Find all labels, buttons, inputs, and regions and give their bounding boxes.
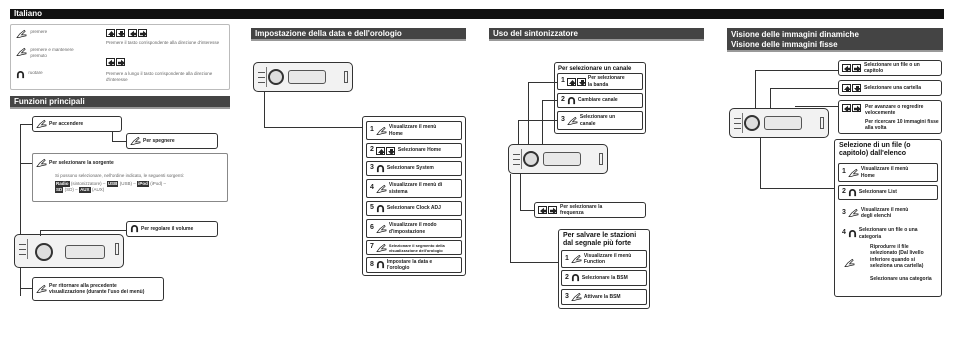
source-box: Per selezionare la sorgente Si possono selezionare, nell'ordine indicato, le seguenti sorgenti: Radio (sintonizzatore) – USB (USB) – iPod (iPod) – SD (SD) – AUX (AUX) bbox=[32, 153, 228, 202]
up-arrow-icon bbox=[376, 147, 385, 155]
legend-desc-1: Premere il tasto corrispondente alla direzione d'interesse bbox=[106, 40, 220, 45]
clock-step-6: 6 Visualizzare il modo d'impostazione bbox=[366, 219, 462, 238]
channel-box: Per selezionare un canale bbox=[554, 62, 646, 134]
down-arrow-icon bbox=[116, 29, 125, 37]
rotate-knob-icon bbox=[16, 71, 25, 79]
source-tag: USB bbox=[107, 181, 118, 186]
left-arrow-icon bbox=[538, 206, 547, 214]
save-step-1: 1 Visualizzare il menù Function bbox=[561, 250, 647, 268]
press-hold-hand-icon bbox=[130, 136, 141, 146]
press-hold-hand-icon bbox=[16, 47, 27, 57]
car-stereo-unit bbox=[253, 62, 353, 92]
source-tag: Radio bbox=[56, 181, 69, 186]
up-arrow-icon bbox=[842, 84, 851, 92]
press-hand-icon bbox=[36, 119, 47, 129]
right-arrow-icon bbox=[548, 206, 557, 214]
rotate-knob-icon bbox=[376, 261, 385, 269]
off-box: Per spegnere bbox=[126, 133, 218, 149]
channel-step-2: 2 Cambiare canale bbox=[557, 93, 643, 108]
source-list: Radio (sintonizzatore) – USB (USB) – iPod (iPod) – SD (SD) – AUX (AUX) bbox=[56, 181, 167, 193]
car-stereo-unit bbox=[729, 108, 829, 138]
list-step-1: 1 Visualizzare il menù Home bbox=[838, 163, 938, 182]
press-hand-icon bbox=[16, 29, 27, 39]
rotate-knob-icon bbox=[848, 230, 857, 238]
car-stereo-unit bbox=[14, 234, 124, 268]
legend-arrows-2 bbox=[106, 58, 126, 66]
clock-step-1: 1 Visualizzare il menù Home bbox=[366, 121, 462, 140]
channel-step-1: 1 Per selezionare la banda bbox=[557, 73, 643, 90]
freq-box: Per selezionare la frequenza bbox=[534, 202, 646, 218]
list-play: Riprodurre il file selezionato (Dal livello inferiore quando si seleziona una cartella) bbox=[840, 244, 938, 269]
rotate-knob-icon bbox=[130, 225, 139, 233]
source-tag: AUX bbox=[80, 187, 90, 193]
press-hand-icon bbox=[36, 158, 47, 168]
press-hand-icon bbox=[848, 208, 859, 218]
press-hand-icon bbox=[376, 184, 387, 194]
on-box: Per accendere bbox=[32, 116, 122, 132]
back-box: Per ritornare alla precedente visualizzazione (durante l'uso dei menù) bbox=[32, 277, 164, 301]
select-file-box: Selezionare un file o un capitolo bbox=[838, 60, 942, 76]
legend-arrows-1 bbox=[106, 29, 148, 37]
legend-rotate: ruotare bbox=[16, 71, 43, 79]
car-stereo-unit bbox=[508, 144, 608, 174]
list-step-2: 2 Selezionare List bbox=[838, 185, 938, 200]
images-heading: Visione delle immagini dinamiche Visione delle immagini fisse bbox=[727, 28, 943, 52]
rotate-knob-icon bbox=[571, 274, 580, 282]
select-folder-box: Selezionare una cartella bbox=[838, 80, 942, 96]
left-arrow-hold-icon bbox=[106, 58, 115, 66]
press-hand-icon bbox=[567, 116, 578, 126]
list-box: Selezione di un file (o capitolo) dall'elenco bbox=[834, 139, 942, 297]
up-arrow-icon bbox=[106, 29, 115, 37]
source-tag: SD bbox=[56, 187, 63, 193]
save-step-2: 2 Selezionare la BSM bbox=[561, 270, 647, 286]
list-cat: Selezionare una categoria bbox=[870, 276, 932, 282]
down-arrow-icon bbox=[852, 84, 861, 92]
rotate-knob-icon bbox=[376, 205, 385, 213]
left-arrow-hold-icon bbox=[842, 104, 851, 112]
press-hand-icon bbox=[844, 258, 855, 268]
right-arrow-hold-icon bbox=[852, 104, 861, 112]
legend-press: premere bbox=[16, 29, 47, 39]
save-step-3: 3 Attivare la BSM bbox=[561, 289, 647, 305]
up-arrow-icon bbox=[567, 78, 576, 86]
tuner-heading: Uso del sintonizzatore bbox=[489, 28, 704, 41]
rotate-knob-icon bbox=[376, 165, 385, 173]
legend-box bbox=[10, 24, 230, 90]
list-step-3: 3 Visualizzare il menù degli elenchi bbox=[838, 203, 938, 223]
press-hand-icon bbox=[376, 243, 387, 253]
press-hand-icon bbox=[376, 224, 387, 234]
channel-step-3: 3 Selezionare un canale bbox=[557, 111, 643, 130]
right-arrow-icon bbox=[852, 64, 861, 72]
save-box: Per salvare le stazioni dal segnale più forte bbox=[558, 229, 650, 309]
right-arrow-icon bbox=[138, 29, 147, 37]
clock-step-2: 2 Selezionare Home bbox=[366, 143, 462, 158]
source-desc: Si possono selezionare, nell'ordine indicato, le seguenti sorgenti: bbox=[55, 173, 184, 178]
press-hand-icon bbox=[571, 292, 582, 302]
clock-step-5: 5 Selezionare Clock ADJ bbox=[366, 201, 462, 216]
legend-desc-2: Premere a lungo il tasto corrispondente alla direzione d'interesse bbox=[106, 71, 213, 82]
ff-box: Per avanzare o regredire velocemente Per ricercare 10 immagini fisse alla volta bbox=[838, 100, 942, 134]
clock-step-3: 3 Selezionare System bbox=[366, 161, 462, 176]
rotate-knob-icon bbox=[848, 189, 857, 197]
down-arrow-icon bbox=[386, 147, 395, 155]
volume-box: Per regolare il volume bbox=[126, 221, 218, 237]
rotate-knob-icon bbox=[567, 97, 576, 105]
funzioni-heading: Funzioni principali bbox=[10, 96, 230, 109]
press-hand-icon bbox=[848, 168, 859, 178]
clock-step-7: 7 Selezionare il segmento della visualizzazione dell'orologio bbox=[366, 240, 462, 255]
right-arrow-hold-icon bbox=[116, 58, 125, 66]
clock-heading: Impostazione della data e dell'orologio bbox=[251, 28, 466, 41]
clock-step-8: 8 Impostare la data e l'orologio bbox=[366, 257, 462, 273]
press-hand-icon bbox=[571, 254, 582, 264]
down-arrow-icon bbox=[577, 78, 586, 86]
press-hand-icon bbox=[36, 284, 47, 294]
clock-step-4: 4 Visualizzare il menù di sistema bbox=[366, 179, 462, 198]
left-arrow-icon bbox=[842, 64, 851, 72]
source-tag: iPod bbox=[138, 181, 148, 186]
page-title: Italiano bbox=[10, 9, 944, 19]
press-hand-icon bbox=[376, 126, 387, 136]
legend-press-hold: premere e mantenere premuto bbox=[16, 47, 81, 59]
list-step-4: 4 Selezionare un file o una categoria bbox=[838, 224, 938, 243]
left-arrow-icon bbox=[128, 29, 137, 37]
